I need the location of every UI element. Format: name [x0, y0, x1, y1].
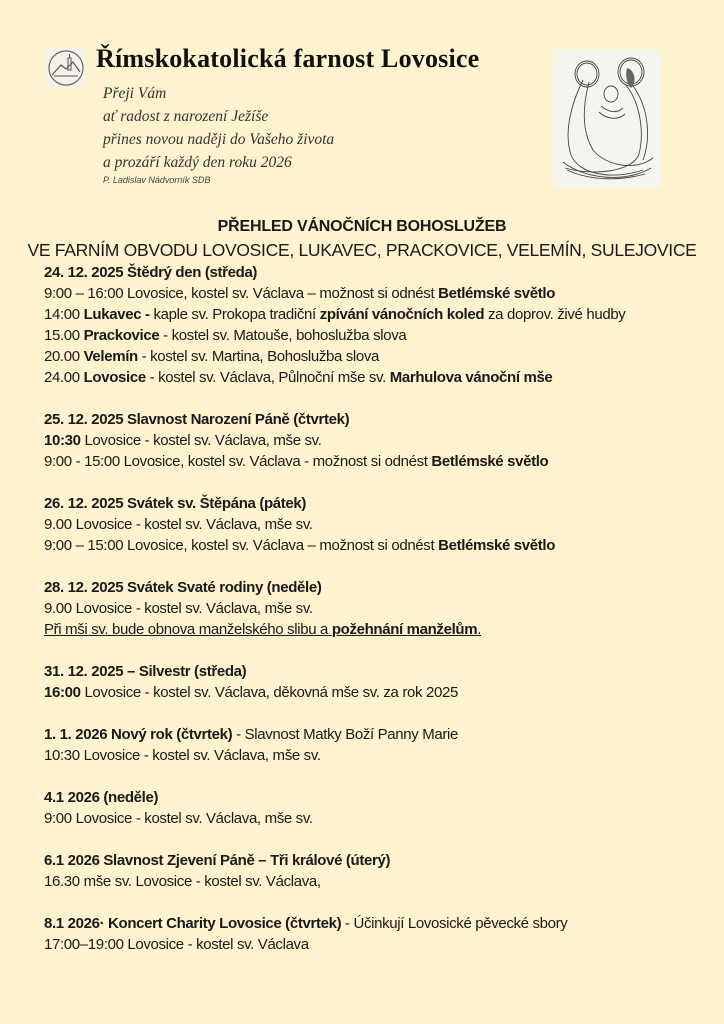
section-date-title: 4.1 2026 (neděle) [44, 789, 159, 806]
greeting-block [103, 82, 334, 186]
service-line [44, 934, 704, 955]
text-segment: za doprov. živé hudby [484, 306, 626, 323]
section-title-note: - Účinkují Lovosické pěvecké sbory [341, 915, 568, 932]
text-segment: 9:00 – 15:00 Lovosice, kostel sv. Václava – možnost si odnést [44, 537, 439, 554]
section-title [44, 493, 704, 514]
text-segment: - kostel sv. Matouše, bohoslužba slova [159, 327, 407, 344]
sub-heading: VE FARNÍM OBVODU LOVOSICE, LUKAVEC, PRACKOVICE, VELEMÍN, SULEJOVICE [27, 240, 697, 260]
highlighted-text: Lovosice [83, 369, 146, 386]
service-line [44, 871, 704, 892]
service-line [44, 535, 704, 556]
greeting-line: přines novou naději do Vašeho života [103, 131, 335, 148]
service-line [44, 682, 704, 703]
parish-title: Římskokatolická farnost Lovosice [96, 44, 480, 73]
service-line [44, 808, 704, 829]
highlighted-text: Betlémské světlo [438, 537, 556, 554]
highlighted-text: Lukavec - [83, 306, 150, 323]
text-segment: . [477, 621, 482, 638]
schedule-section [44, 913, 704, 955]
section-title [44, 913, 704, 934]
section-date-title: 25. 12. 2025 Slavnost Narození Páně (čtvrtek) [44, 411, 350, 428]
section-date-title: 31. 12. 2025 – Silvestr (středa) [44, 663, 247, 680]
service-line [44, 745, 704, 766]
section-date-title: 26. 12. 2025 Svátek sv. Štěpána (pátek) [44, 495, 307, 512]
text-segment: 9:00 Lovosice - kostel sv. Václava, mše sv. [44, 810, 313, 827]
schedule-section [44, 493, 704, 556]
signature: P. Ladislav Nádvorník SDB [103, 175, 211, 185]
section-date-title: 28. 12. 2025 Svátek Svaté rodiny (neděle) [44, 579, 322, 596]
text-segment: 24.00 [44, 369, 84, 386]
section-date-title: 6.1 2026 Slavnost Zjevení Páně – Tři králové (úterý) [44, 852, 391, 869]
section-date-title: 24. 12. 2025 Štědrý den (středa) [44, 264, 258, 281]
text-segment: 20.00 [44, 348, 84, 365]
holy-family-illustration-icon [553, 50, 661, 188]
section-title [44, 577, 704, 598]
service-line [44, 325, 704, 346]
schedule-list [44, 262, 704, 976]
section-date-title: 1. 1. 2026 Nový rok (čtvrtek) [44, 726, 233, 743]
text-segment: 17:00–19:00 Lovosice - kostel sv. Václava [44, 936, 309, 953]
greeting-line: a prozáří každý den roku 2026 [103, 154, 292, 171]
section-title [44, 850, 704, 871]
highlighted-text: Betlémské světlo [431, 453, 549, 470]
service-line [44, 451, 704, 472]
service-line [44, 514, 704, 535]
text-segment: 9.00 Lovosice - kostel sv. Václava, mše sv. [44, 600, 313, 617]
schedule-section [44, 262, 704, 388]
service-line [44, 367, 704, 388]
greeting-line: Přeji Vám [103, 85, 167, 102]
service-line [44, 430, 704, 451]
highlighted-text: 16:00 [44, 684, 81, 701]
highlighted-text: Prackovice [83, 327, 160, 344]
text-segment: Lovosice - kostel sv. Václava, děkovná mše sv. za rok 2025 [80, 684, 458, 701]
greeting-line: ať radost z narození Ježíše [103, 108, 269, 125]
main-heading: PŘEHLED VÁNOČNÍCH BOHOSLUŽEB [217, 218, 507, 235]
section-title [44, 409, 704, 430]
schedule-section [44, 787, 704, 829]
text-segment: 9:00 – 16:00 Lovosice, kostel sv. Václava – možnost si odnést [44, 285, 439, 302]
schedule-section [44, 409, 704, 472]
text-segment: 10:30 Lovosice - kostel sv. Václava, mše sv. [44, 747, 321, 764]
highlighted-text: Betlémské světlo [438, 285, 556, 302]
section-date-title: 8.1 2026· Koncert Charity Lovosice (čtvrtek) [44, 915, 342, 932]
service-line [44, 304, 704, 325]
service-line [44, 346, 704, 367]
text-segment: 9.00 Lovosice - kostel sv. Václava, mše sv. [44, 516, 313, 533]
schedule-section [44, 661, 704, 703]
text-segment: 15.00 [44, 327, 84, 344]
section-title [44, 262, 704, 283]
section-title [44, 787, 704, 808]
parish-logo-icon [46, 48, 86, 88]
schedule-section [44, 850, 704, 892]
schedule-section [44, 577, 704, 640]
text-segment: kaple sv. Prokopa tradiční [149, 306, 320, 323]
section-title-note: - Slavnost Matky Boží Panny Marie [232, 726, 458, 743]
schedule-section [44, 724, 704, 766]
text-segment: Při mši sv. bude obnova manželského slibu a [44, 621, 332, 638]
highlighted-text: zpívání vánočních koled [319, 306, 485, 323]
service-line [44, 598, 704, 619]
section-title [44, 661, 704, 682]
text-segment: - kostel sv. Martina, Bohoslužba slova [137, 348, 380, 365]
text-segment: Lovosice - kostel sv. Václava, mše sv. [80, 432, 322, 449]
text-segment: 14:00 [44, 306, 84, 323]
text-segment: - kostel sv. Václava, Půlnoční mše sv. [145, 369, 390, 386]
highlighted-text: 10:30 [44, 432, 81, 449]
section-title [44, 724, 704, 745]
highlighted-text: požehnání manželům [331, 621, 478, 638]
highlighted-text: Marhulova vánoční mše [389, 369, 553, 386]
service-line [44, 619, 704, 640]
text-segment: 16.30 mše sv. Lovosice - kostel sv. Václava, [44, 873, 321, 890]
service-line [44, 283, 704, 304]
text-segment: 9:00 - 15:00 Lovosice, kostel sv. Václava - možnost si odnést [44, 453, 432, 470]
highlighted-text: Velemín [83, 348, 138, 365]
